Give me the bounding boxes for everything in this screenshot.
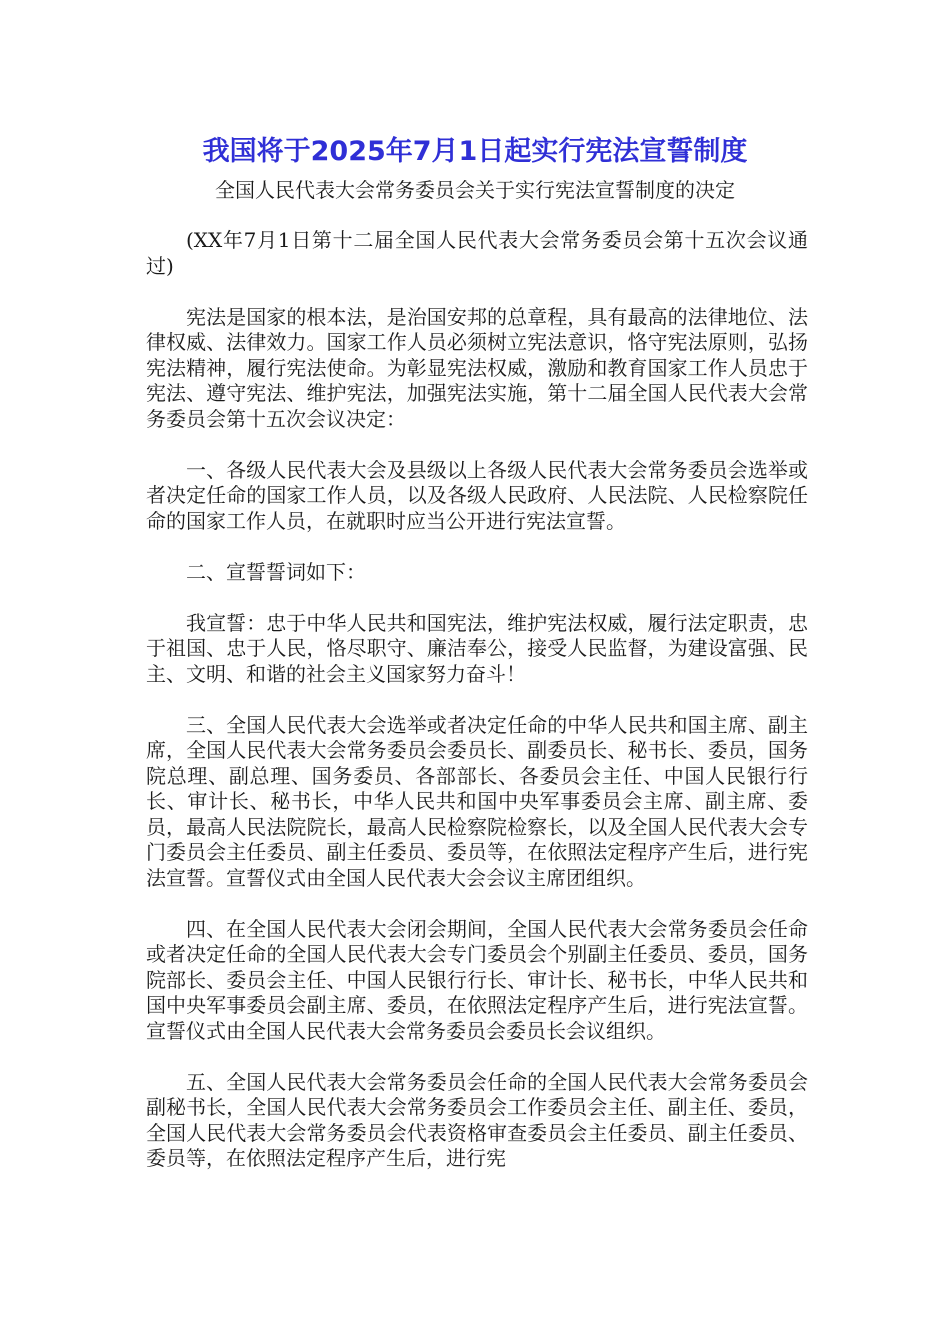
document-title: 我国将于2025年7月1日起实行宪法宣誓制度 [202,136,748,167]
article-two-paragraph: 二、宣誓誓词如下： [186,559,366,584]
article-five-paragraph: 五、全国人民代表大会常务委员会任命的全国人民代表大会常务委员会副秘书长，全国人民代表大会常务委员会工作委员会主任、副主任、委员，全国人民代表大会常务委员会代表资格审查委员会主任委员、副主任委员、委员等，在依照法定程序产生后，进行宪 [146,1069,808,1170]
article-one-paragraph: 一、各级人民代表大会及县级以上各级人民代表大会常务委员会选举或者决定任命的国家工作人员，以及各级人民政府、人民法院、人民检察院任命的国家工作人员，在就职时应当公开进行宪法宣誓。 [146,457,808,533]
document-body [146,228,808,1197]
adoption-note: (XX年7月1日第十二届全国人民代表大会常务委员会第十五次会议通过) [146,228,808,278]
document-subtitle: 全国人民代表大会常务委员会关于实行宪法宣誓制度的决定 [215,178,735,202]
article-four-paragraph: 四、在全国人民代表大会闭会期间，全国人民代表大会常务委员会任命或者决定任命的全国人民代表大会专门委员会个别副主任委员、委员，国务院部长、委员会主任、中国人民银行行长、审计长、秘书长，中华人民共和国中央军事委员会副主席、委员，在依照法定程序产生后，进行宪法宣誓。宣誓仪式由全国人民代表大会常务委员会委员长会议组织。 [146,916,808,1043]
article-three-paragraph: 三、全国人民代表大会选举或者决定任命的中华人民共和国主席、副主席，全国人民代表大会常务委员会委员长、副委员长、秘书长、委员，国务院总理、副总理、国务委员、各部部长、各委员会主任、中国人民银行行长、审计长、秘书长，中华人民共和国中央军事委员会主席、副主席、委员，最高人民法院院长，最高人民检察院检察长，以及全国人民代表大会专门委员会主任委员、副主任委员、委员等，在依照法定程序产生后，进行宪法宣誓。宣誓仪式由全国人民代表大会会议主席团组织。 [146,712,808,890]
preamble-paragraph: 宪法是国家的根本法，是治国安邦的总章程，具有最高的法律地位、法律权威、法律效力。国家工作人员必须树立宪法意识，恪守宪法原则，弘扬宪法精神，履行宪法使命。为彰显宪法权威，激励和教育国家工作人员忠于宪法、遵守宪法、维护宪法，加强宪法实施，第十二届全国人民代表大会常务委员会第十五次会议决定： [146,304,808,431]
oath-text-paragraph: 我宣誓：忠于中华人民共和国宪法，维护宪法权威，履行法定职责，忠于祖国、忠于人民，恪尽职守、廉洁奉公，接受人民监督，为建设富强、民主、文明、和谐的社会主义国家努力奋斗！ [146,610,808,686]
